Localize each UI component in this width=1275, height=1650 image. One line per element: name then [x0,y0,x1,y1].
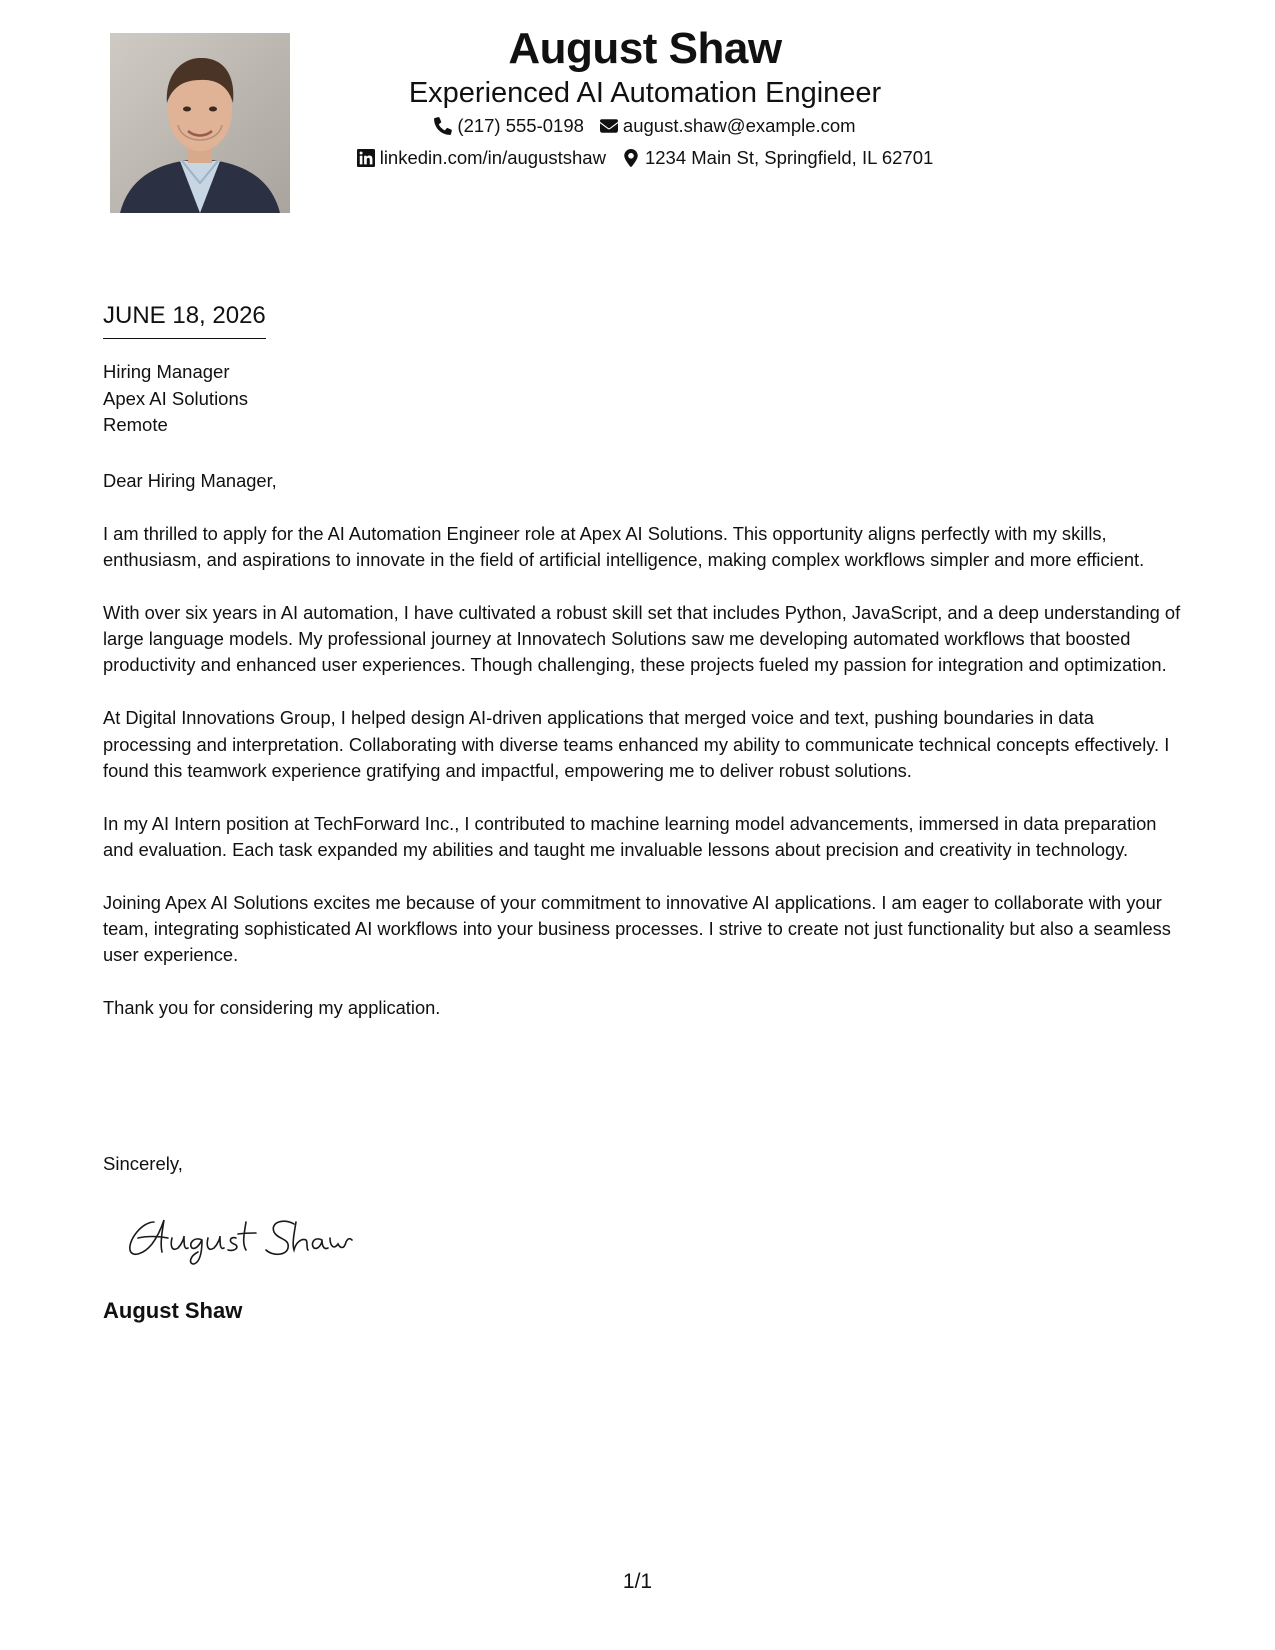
body-paragraph: At Digital Innovations Group, I helped design AI-driven applications that merged voice and text, pushing boundaries in data processing and interpretation. Collaborating with diverse teams enhanced my ability to communicate technical concepts effectively. I found this teamwork experience gratifying and impactful, empowering me to deliver robust solutions. [103,707,1170,781]
profile-photo [110,33,290,213]
contact-line-1 [290,110,1000,142]
phone-contact[interactable] [434,110,584,142]
body-paragraph: In my AI Intern position at TechForward Inc., I contributed to machine learning model advancements, immersed in data preparation and evaluation. Each task expanded my abilities and taught me invaluable lessons about precision and creativity in technology. [103,812,1157,860]
recipient-block [103,359,248,439]
phone-number: (217) 555-0198 [457,115,584,136]
letter-body [103,468,1183,1048]
recipient-line: Apex AI Solutions [103,387,249,409]
page-number: 1/1 [622,1570,653,1593]
body-paragraph: With over six years in AI automation, I have cultivated a robust skill set that includes Python, JavaScript, and a deep understanding of large language models. My professional journey at Innovatech Solutions saw me developing automated workflows that boosted productivity and enhanced user experiences. Though challenging, these projects fueled my passion for integration and optimization. [103,601,1181,676]
letter-header [290,22,1000,174]
linkedin-icon [357,149,375,167]
salutation: Dear Hiring Manager, [103,470,277,491]
address-contact [622,142,933,174]
linkedin-contact[interactable] [357,142,606,174]
closing: Sincerely, [103,1153,183,1174]
applicant-title: Experienced AI Automation Engineer [408,77,882,109]
envelope-icon [600,117,618,135]
email-address: august.shaw@example.com [622,115,856,136]
signed-name: August Shaw [103,1298,243,1323]
contact-line-2 [290,142,1000,174]
email-contact[interactable] [600,110,856,142]
recipient-line: Hiring Manager [103,361,230,382]
handwritten-signature [124,1200,354,1270]
thank-you-paragraph: Thank you for considering my application. [103,997,441,1019]
body-paragraph: Joining Apex AI Solutions excites me because of your commitment to innovative AI applications. I am eager to collaborate with your team, integrating sophisticated AI workflows into your business processes. I strive to create not just functionality but also a seamless user experience. [103,891,1171,966]
map-marker-icon [622,149,640,167]
letter-date: JUNE 18, 2026 [103,300,266,339]
phone-icon [434,117,452,135]
body-paragraph: I am thrilled to apply for the AI Automation Engineer role at Apex AI Solutions. This opportunity aligns perfectly with my skills, enthusiasm, and aspirations to innovate in the field of artificial intelligence, making complex workflows simpler and more efficient. [103,522,1145,571]
street-address: 1234 Main St, Springfield, IL 62701 [644,147,934,168]
recipient-line: Remote [103,414,168,435]
linkedin-url: linkedin.com/in/augustshaw [379,147,606,168]
applicant-name: August Shaw [508,24,782,73]
